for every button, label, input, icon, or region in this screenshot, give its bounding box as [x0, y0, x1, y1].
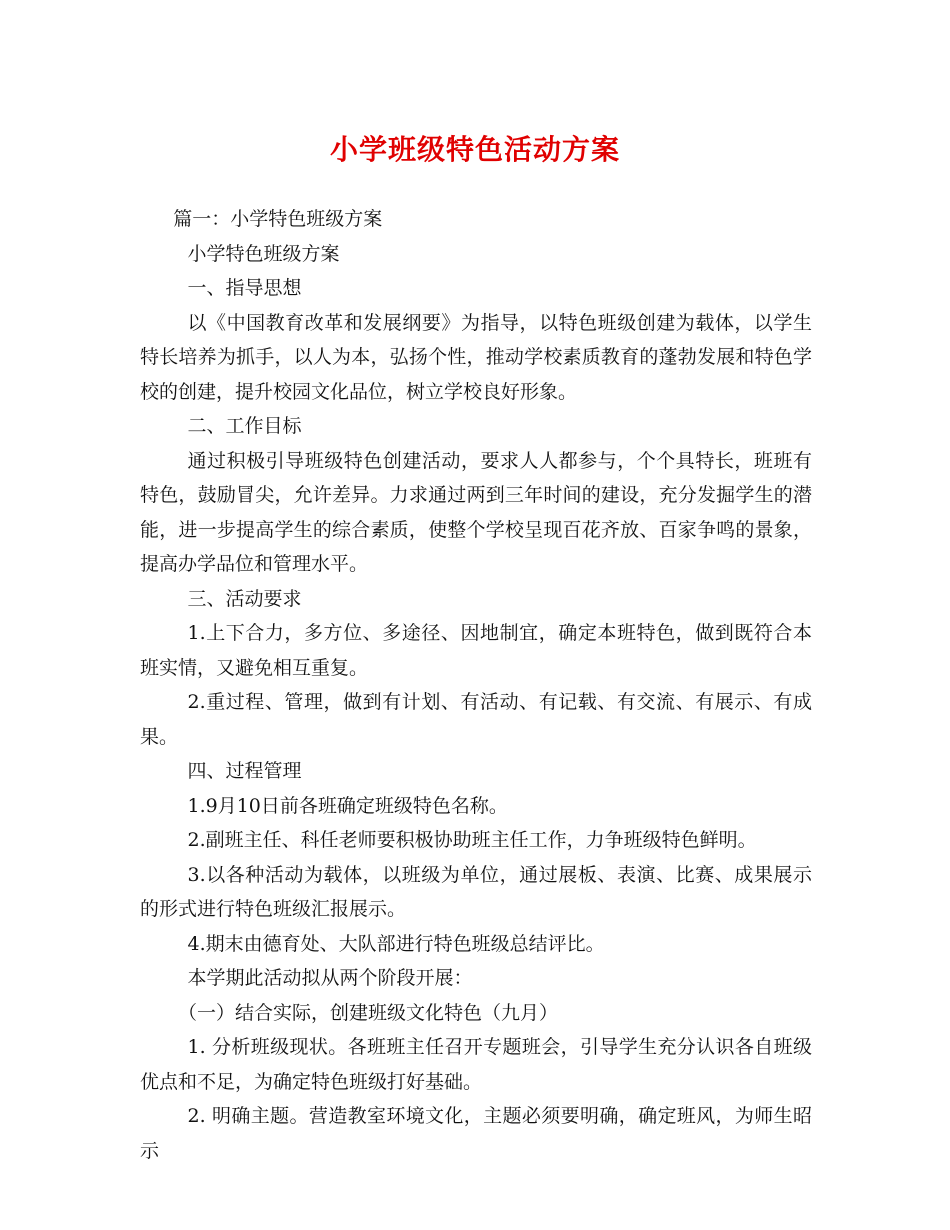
- paragraph: 通过积极引导班级特色创建活动，要求人人都参与，个个具特长，班班有特色，鼓励冒尖，允许差异。力求通过两到三年时间的建设，充分发掘学生的潜能，进一步提高学生的综合素质，使整个学校呈现百花齐放、百家争鸣的景象，提高办学品位和管理水平。: [140, 449, 812, 575]
- section-heading: 一、指导思想: [187, 277, 302, 299]
- section-heading: 三、活动要求: [187, 587, 302, 610]
- section-heading-chapter: 篇一：小学特色班级方案: [173, 208, 383, 230]
- section-heading: 四、过程管理: [187, 760, 302, 782]
- list-item: 3.以各种活动为载体，以班级为单位，通过展板、表演、比赛、成果展示的形式进行特色班级汇报展示。: [140, 863, 812, 920]
- document-body: [140, 202, 812, 1168]
- list-item: 1. 分析班级现状。各班班主任召开专题班会，引导学生充分认识各自班级优点和不足，为确定特色班级打好基础。: [140, 1036, 812, 1093]
- paragraph: 本学期此活动拟从两个阶段开展：: [187, 967, 473, 989]
- list-item: 4.期末由德育处、大队部进行特色班级总结评比。: [187, 932, 605, 955]
- paragraph: 以《中国教育改革和发展纲要》为指导，以特色班级创建为载体，以学生特长培养为抓手，以人为本，弘扬个性，推动学校素质教育的蓬勃发展和特色学校的创建，提升校园文化品位，树立学校良好形象。: [140, 311, 812, 403]
- sub-heading: 小学特色班级方案: [187, 242, 340, 265]
- list-item: 2.副班主任、科任老师要积极协助班主任工作，力争班级特色鲜明。: [187, 829, 757, 851]
- section-heading: 二、工作目标: [187, 415, 302, 437]
- sub-heading: （一）结合实际，创建班级文化特色（九月）: [178, 1001, 559, 1024]
- list-item: 2. 明确主题。营造教室环境文化，主题必须要明确，确定班风，为师生昭示: [140, 1105, 812, 1162]
- list-item: 1.上下合力，多方位、多途径、因地制宜，确定本班特色，做到既符合本班实情，又避免相互重复。: [140, 622, 812, 679]
- list-item: 1.9月10日前各班确定班级特色名称。: [187, 794, 508, 817]
- list-item: 2.重过程、管理，做到有计划、有活动、有记载、有交流、有展示、有成果。: [140, 691, 812, 748]
- document-title: 小学班级特色活动方案: [329, 133, 620, 166]
